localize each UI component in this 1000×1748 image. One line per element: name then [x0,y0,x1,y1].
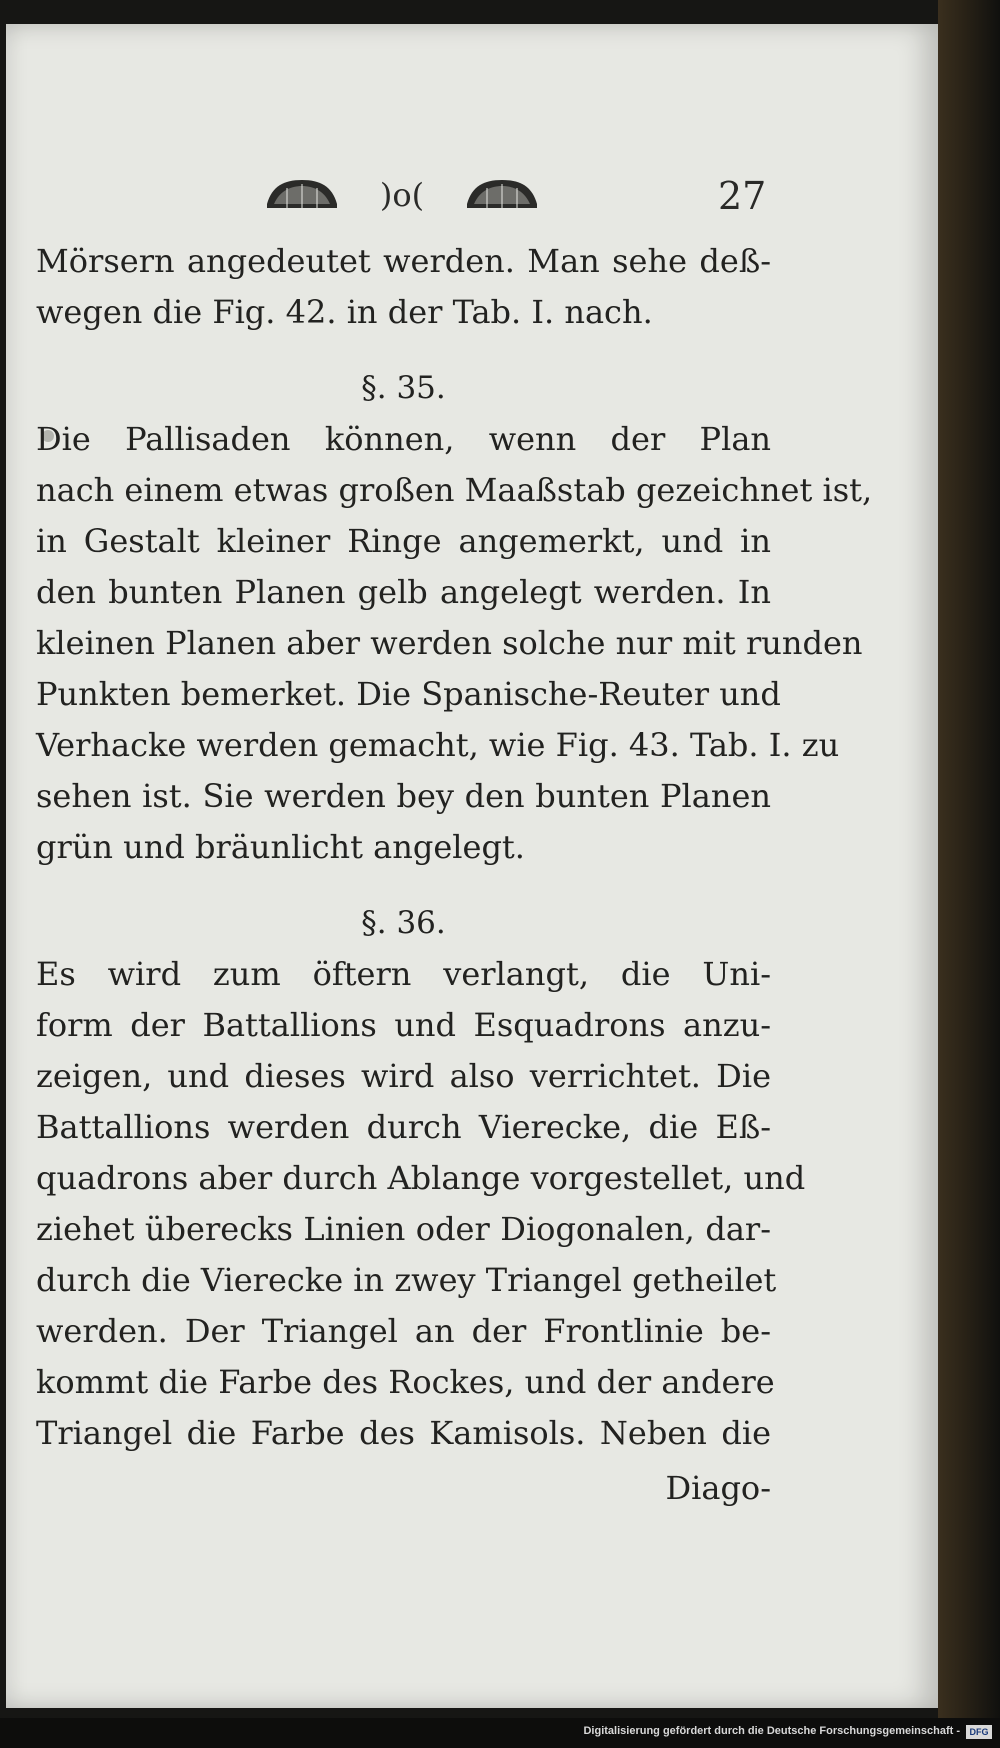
section-heading-36: §. 36. [361,905,446,941]
text-line: Mörsern angedeutet werden. Man sehe deß- [36,242,771,280]
book-page [6,24,938,1708]
text-line: Battallions werden durch Vierecke, die Eß- [36,1108,771,1146]
text-line: form der Battallions und Esquadrons anzu- [36,1006,771,1044]
text-line: ziehet überecks Linien oder Diogonalen, dar- [36,1210,771,1248]
footer-credit: Digitalisierung gefördert durch die Deutsche Forschungsgemeinschaft - [583,1725,960,1737]
text-line: Die Pallisaden können, wenn der Plan [36,420,771,458]
text-line: Es wird zum öftern verlangt, die Uni- [36,955,771,993]
digitization-footer [0,1718,1000,1748]
text-line: den bunten Planen gelb angelegt werden. In [36,573,771,611]
page-body [36,236,873,1514]
text-line: grün und bräunlicht angelegt. [36,828,525,866]
text-line: sehen ist. Sie werden bey den bunten Planen [36,777,771,815]
text-line: werden. Der Triangel an der Frontlinie be- [36,1312,771,1350]
text-line: kommt die Farbe des Rockes, und der andere [36,1363,775,1401]
ornament-center: )o( [379,176,425,214]
text-line: kleinen Planen aber werden solche nur mit runden [36,624,863,662]
ornament-header-icon [262,174,542,214]
catchword: Diago- [665,1469,771,1507]
text-line: durch die Vierecke in zwey Triangel getheilet [36,1261,777,1299]
text-line: zeigen, und dieses wird also verrichtet. Die [36,1057,771,1095]
text-line: Triangel die Farbe des Kamisols. Neben die [36,1414,771,1452]
section-heading-35: §. 35. [361,370,446,406]
page-number: 27 [718,174,767,218]
text-line: Verhacke werden gemacht, wie Fig. 43. Tab. I. zu [36,726,840,764]
text-line: Punkten bemerket. Die Spanische-Reuter und [36,675,781,713]
text-line: wegen die Fig. 42. in der Tab. I. nach. [36,293,653,331]
text-line: quadrons aber durch Ablange vorgestellet, und [36,1159,806,1197]
text-line: in Gestalt kleiner Ringe angemerkt, und in [36,522,771,560]
dfg-logo-icon: DFG [966,1725,992,1739]
running-header [6,156,938,226]
text-line: nach einem etwas großen Maaßstab gezeichnet ist, [36,471,873,509]
book-edge [938,0,1000,1720]
